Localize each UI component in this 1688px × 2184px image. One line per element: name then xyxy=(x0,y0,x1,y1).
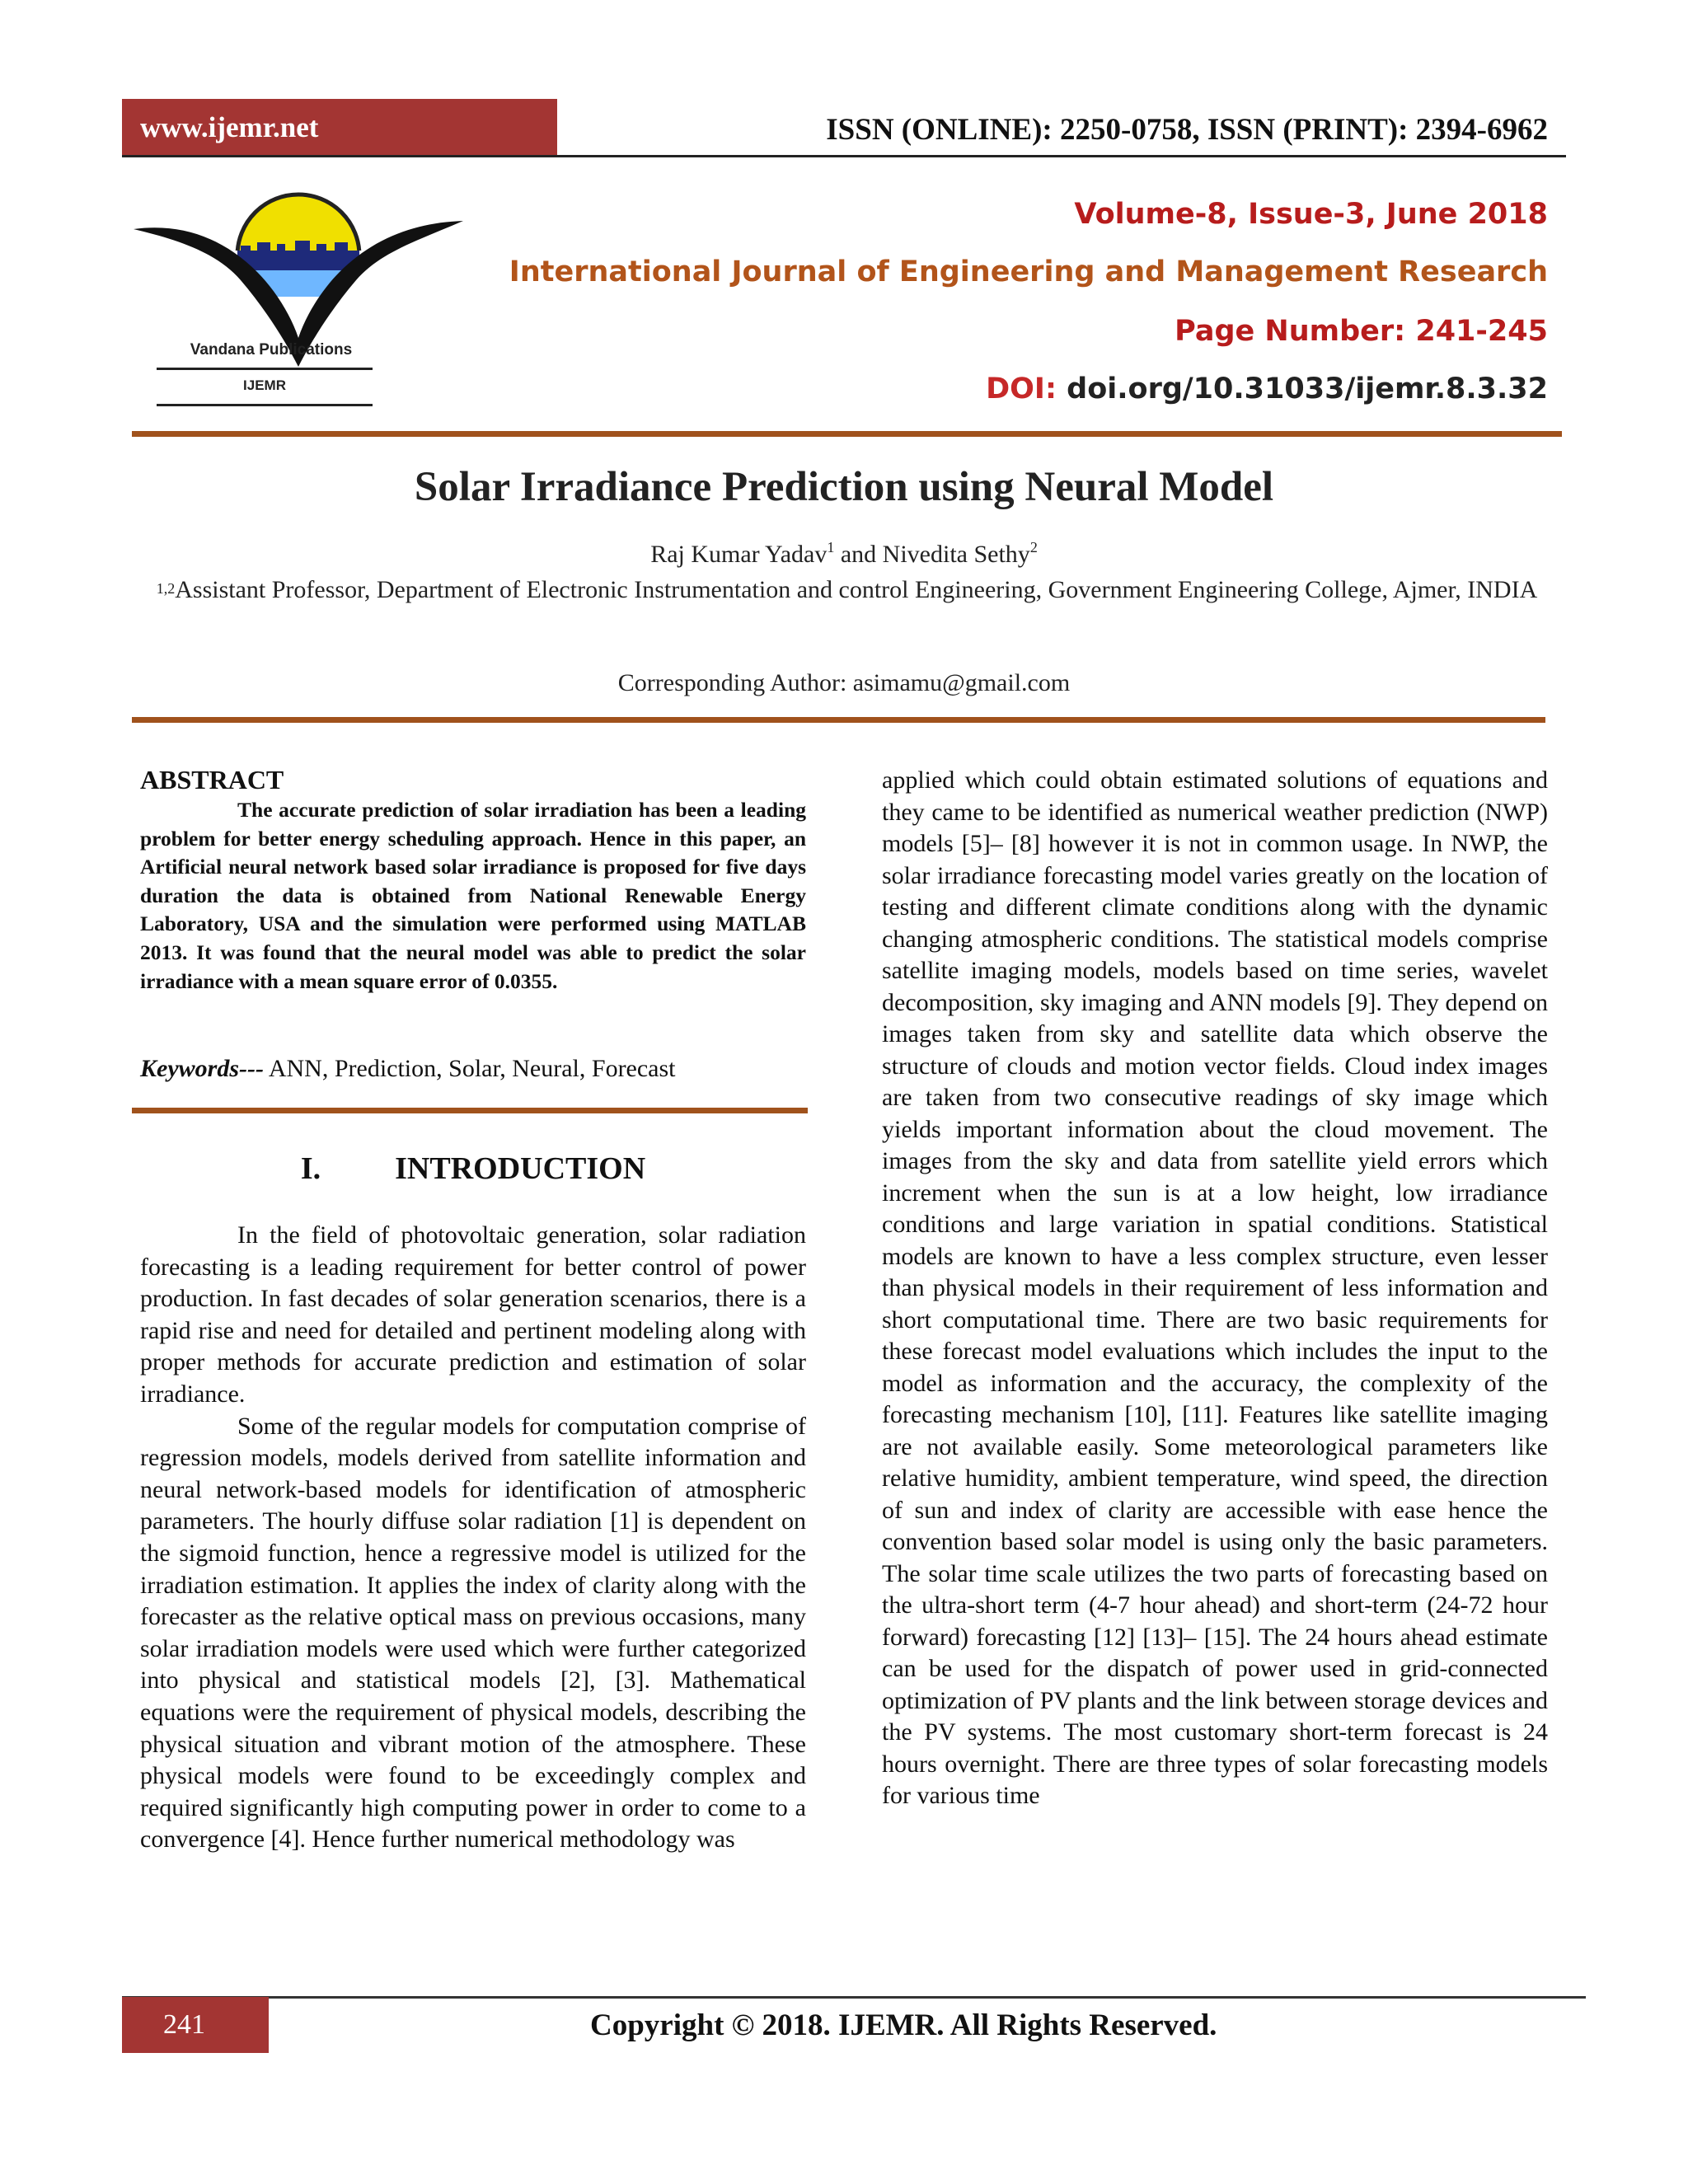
author-conjunction: and xyxy=(834,541,883,568)
keywords-label: Keywords--- xyxy=(140,1055,264,1082)
section-heading xyxy=(140,1151,806,1187)
copyright-notice: Copyright © 2018. IJEMR. All Rights Reserved. xyxy=(590,2008,1217,2042)
author-name: Raj Kumar Yadav xyxy=(650,541,828,568)
author-superscript: 2 xyxy=(1029,539,1038,555)
section-divider xyxy=(132,717,1545,723)
doi xyxy=(986,373,1548,405)
page-range: Page Number: 241-245 xyxy=(1175,315,1548,348)
affiliation xyxy=(132,574,1562,607)
page-number xyxy=(122,1997,269,2053)
issn-text: ISSN (ONLINE): 2250-0758, ISSN (PRINT): 2394-6962 xyxy=(826,113,1548,147)
logo-abbreviation: IJEMR xyxy=(243,377,286,393)
keywords-list: ANN, Prediction, Solar, Neural, Forecast xyxy=(263,1055,676,1082)
section-number: I. xyxy=(300,1151,321,1186)
paragraph: In the field of photovoltaic generation, solar radiation forecasting is a leading requirement for better control of power production. In fast decades of solar generation scenarios, there is a rapid rise and need for detailed and pertinent modeling along with proper methods for accurate prediction and estimation of solar irradiance. xyxy=(140,1221,806,1408)
doi-link[interactable]: doi.org/10.31033/ijemr.8.3.32 xyxy=(1067,373,1548,405)
right-column xyxy=(882,765,1548,1812)
author-superscript: 1 xyxy=(827,539,835,555)
left-column xyxy=(140,1220,806,1856)
affiliation-text: Assistant Professor, Department of Electronic Instrumentation and control Engineering, Government Engineering College, Ajmer, INDIA xyxy=(175,576,1538,603)
paragraph: applied which could obtain estimated solutions of equations and they came to be identified as numerical weather prediction (NWP) models [5]– [8] however it is not in common usage. In NWP, the solar irradiance forecasting model varies greatly on the location of testing and different climate conditions along with the dynamic changing atmospheric conditions. The statistical models comprise satellite imaging models, models based on time series, wavelet decomposition, sky imaging and ANN models [9]. They depend on images taken from sky and satellite data which observe the structure of clouds and motion vector fields. Cloud index images are taken from two consecutive readings of sky image which yields important information about the cloud movement. The images from the sky and data from satellite yield errors which increment when the sun is at a low height, low irradiance conditions and large variation in spatial conditions. Statistical models are known to have a less complex structure, even lesser than physical models in their requirement of less information and short computational time. There are two basic requirements for these forecast model evaluations which includes the input to the model as information and the accuracy, the complexity of the forecasting mechanism [10], [11]. Features like satellite imaging are not available easily. Some meteorological parameters like relative humidity, ambient temperature, wind speed, the direction of sun and index of clarity are accessible with ease hence the convention based solar model is using only the basic parameters. The solar time scale utilizes the two parts of forecasting based on the ultra-short term (4-7 hour ahead) and short-term (24-72 hour forward) forecasting [12] [13]– [15]. The 24 hours ahead estimate can be used for the dispatch of power used in grid-connected optimization of PV plants and the link between storage devices and the PV systems. The most customary short-term forecast is 24 hours overnight. There are three types of solar forecasting models for various time xyxy=(882,766,1548,1809)
abstract-heading: ABSTRACT xyxy=(140,765,284,794)
corresponding-author: Corresponding Author: asimamu@gmail.com xyxy=(617,669,1071,696)
footer-divider xyxy=(122,1996,1586,1999)
page-number-text: 241 xyxy=(163,2009,205,2040)
affiliation-superscript: 1,2 xyxy=(156,580,176,597)
journal-name: International Journal of Engineering and Management Research xyxy=(509,255,1548,288)
section-divider xyxy=(132,431,1562,437)
paragraph: Some of the regular models for computation comprise of regression models, models derived from satellite information and neural network-based models for identification of atmospheric parameters. The hourly diffuse solar radiation [1] is dependent on the sigmoid function, hence a regressive model is utilized for the irradiation estimation. It applies the index of clarity along with the forecaster as the relative optical mass on previous occasions, many solar irradiation models were used which were further categorized into physical and statistical models [2], [3]. Mathematical equations were the requirement of physical models, describing the physical situation and vibrant motion of the atmosphere. These physical models were found to be exceedingly complex and required significantly high computing power in order to come to a convergence [4]. Hence further numerical methodology was xyxy=(140,1412,806,1854)
abstract-text: The accurate prediction of solar irradiation has been a leading problem for better energy scheduling approach. Hence in this paper, an Artificial neural network based solar irradiance is proposed for five days duration the data is obtained from National Renewable Energy Laboratory, USA and the simulation were performed using MATLAB 2013. It was found that the neural model was able to predict the solar irradiance with a mean square error of 0.0355. xyxy=(140,798,806,993)
volume-issue: Volume-8, Issue-3, June 2018 xyxy=(1074,198,1548,231)
section-title: INTRODUCTION xyxy=(395,1151,646,1186)
doi-label: DOI: xyxy=(986,373,1057,405)
logo-publisher-name: Vandana Publications xyxy=(190,341,353,359)
logo-divider xyxy=(157,368,373,370)
logo-divider xyxy=(157,404,373,406)
journal-website: www.ijemr.net xyxy=(122,99,557,157)
paper-title: Solar Irradiance Prediction using Neural Model xyxy=(414,464,1274,510)
author-list xyxy=(0,541,1688,569)
section-divider xyxy=(132,1108,808,1113)
author-name: Nivedita Sethy xyxy=(882,541,1030,568)
header-divider xyxy=(122,155,1566,157)
keywords xyxy=(140,1055,806,1083)
